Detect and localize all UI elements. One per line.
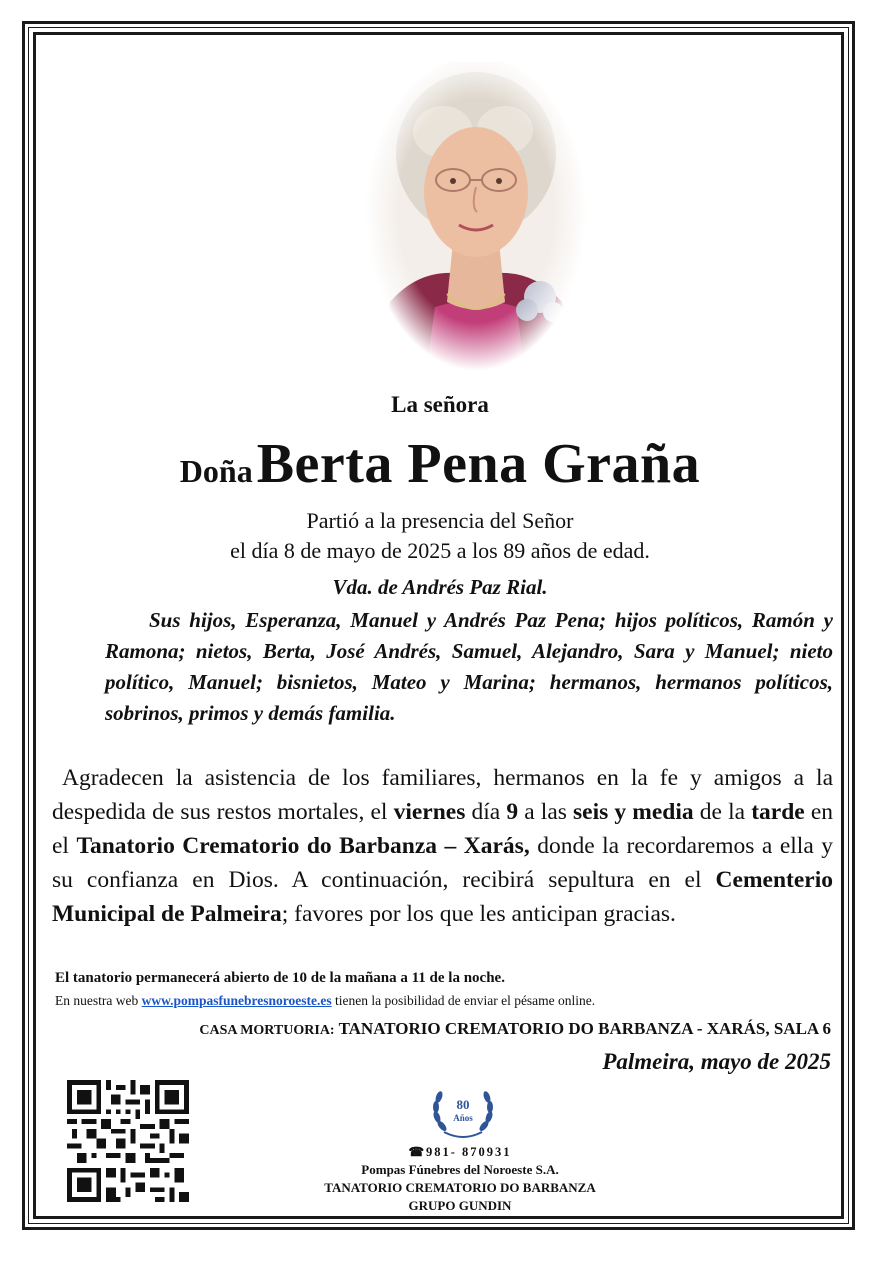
notice-period: tarde <box>751 799 805 825</box>
notice-text: Agradecen la asistencia de los familiares, hermanos en la fe y amigos a la despedida de sus restos mortales, el <box>52 765 833 825</box>
deceased-name-line <box>40 432 840 496</box>
facility-name: TANATORIO CREMATORIO DO BARBANZA <box>324 1180 596 1195</box>
phone-number[interactable]: 981- 870931 <box>426 1145 512 1159</box>
place-date: Palmeira, mayo de 2025 <box>602 1049 831 1074</box>
mortuary-value: TANATORIO CREMATORIO DO BARBANZA - XARÁS, SALA 6 <box>338 1019 831 1038</box>
widow-of: Vda. de Andrés Paz Rial. <box>332 575 548 599</box>
funeral-notice <box>52 761 833 931</box>
family-list: Sus hijos, Esperanza, Manuel y Andrés Paz Pena; hijos políticos, Ramón y Ramona; nietos, Berta, José Andrés, Samuel, Alejandro, Sara y Manuel; nieto político, Manuel; bisnietos, Mateo y Marina; hermanos, hermanos políticos, sobrinos, primos y demás familia. <box>105 608 833 725</box>
portrait-photo <box>365 62 587 380</box>
notice-venue: Tanatorio Crematorio do Barbanza – Xarás, <box>76 833 530 859</box>
mortuary-line <box>199 1019 831 1039</box>
phone-icon: ☎ <box>408 1145 427 1159</box>
notice-text: día <box>465 799 507 825</box>
laurel-wreath-icon <box>428 1080 498 1144</box>
company-name: Pompas Fúnebres del Noroeste S.A. <box>361 1162 559 1177</box>
website-link[interactable]: www.pompasfunebresnoroeste.es <box>141 993 332 1008</box>
web-text-after: tienen la posibilidad de enviar el pésame online. <box>331 993 596 1008</box>
notice-text: donde la recordaremos a ella y su confianza en Dios. A continuación, recibirá sepultura en el <box>52 833 833 893</box>
notice-time: seis y media <box>573 799 694 825</box>
honorific: Doña <box>179 453 253 489</box>
deceased-name: Berta Pena Graña <box>256 433 701 495</box>
emblem-number: 80 <box>456 1097 470 1112</box>
group-name: GRUPO GUNDIN <box>408 1198 512 1213</box>
web-text-before: En nuestra web <box>55 993 142 1008</box>
qr-code-icon[interactable] <box>67 1080 189 1202</box>
notice-text: de la <box>693 799 752 825</box>
notice-date: 9 <box>506 799 519 825</box>
mortuary-label: CASA MORTUORIA: <box>199 1023 335 1038</box>
intro-label: La señora <box>391 392 489 417</box>
notice-day: viernes <box>393 799 466 825</box>
notice-text: en el <box>52 799 834 859</box>
emblem-word: Años <box>453 1113 473 1123</box>
notice-text: a las <box>518 799 574 825</box>
notice-text: ; favores por los que les anticipan gracias. <box>281 901 676 927</box>
notice-cemetery: Cementerio Municipal de Palmeira <box>52 867 833 927</box>
phone-line <box>340 1144 580 1160</box>
death-date-age: el día 8 de mayo de 2025 a los 89 años de edad. <box>230 538 650 563</box>
opening-hours: El tanatorio permanecerá abierto de 10 de la mañana a 11 de la noche. <box>55 970 505 986</box>
web-condolence-line <box>55 993 595 1009</box>
death-announcement: Partió a la presencia del Señor <box>306 508 574 533</box>
